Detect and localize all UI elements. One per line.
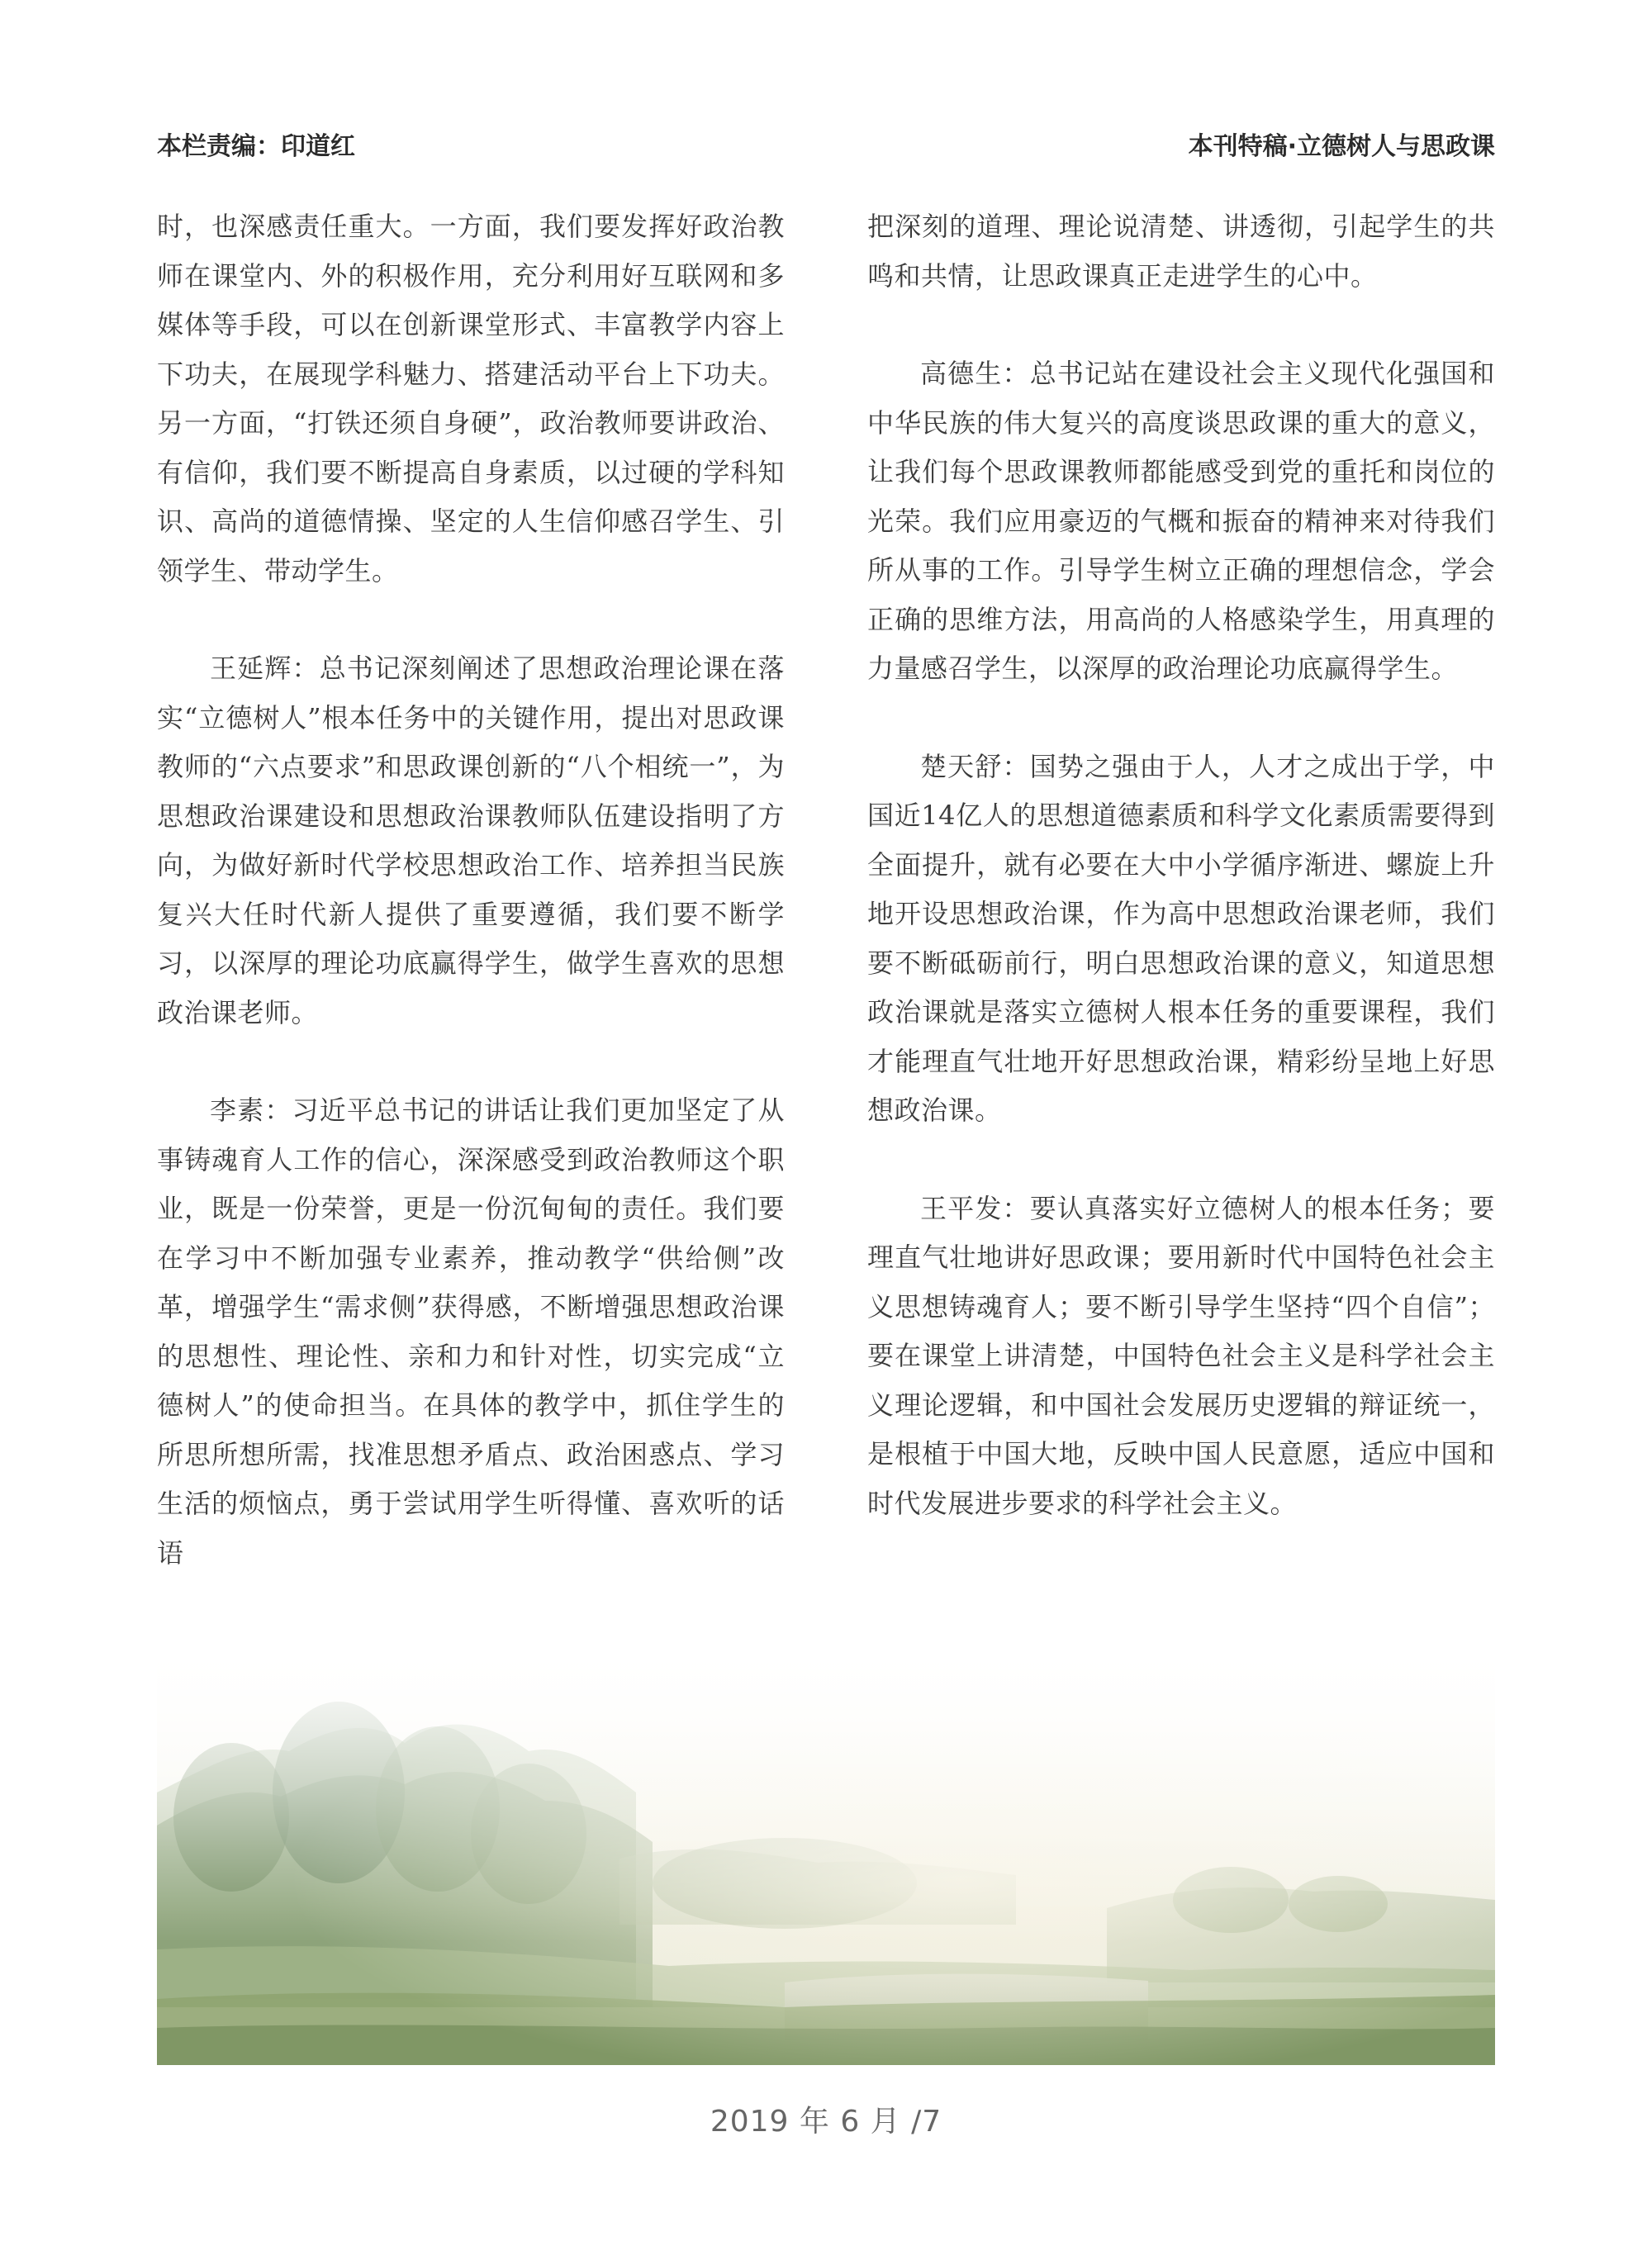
article-paragraph: 高德生：总书记站在建设社会主义现代化强国和中华民族的伟大复兴的高度谈思政课的重大的意义，让我们每个思政课教师都能感受到党的重托和岗位的光荣。我们应用豪迈的气概和振奋的精神来对待我们所从事的工作。引导学生树立正确的理想信念，学会正确的思维方法，用高尚的人格感染学生，用真理的力量感召学生，以深厚的政治理论功底赢得学生。 — [867, 358, 1495, 684]
article-paragraph: 把深刻的道理、理论说清楚、讲透彻，引起学生的共鸣和共情，让思政课真正走进学生的心中。 — [867, 211, 1495, 292]
forest-river-landscape-image — [157, 1652, 1495, 2065]
page-footer-date-page: 2019 年 6 月 /7 — [710, 2105, 942, 2139]
article-paragraph: 王延辉：总书记深刻阐述了思想政治理论课在落实“立德树人”根本任务中的关键作用，提出对思政课教师的“六点要求”和思政课创新的“八个相统一”，为思想政治课建设和思想政治课教师队伍建设指明了方向，为做好新时代学校思想政治工作、培养担当民族复兴大任时代新人提供了重要遵循，我们要不断学习，以深厚的理论功底赢得学生，做学生喜欢的思想政治课老师。 — [157, 653, 785, 1028]
article-paragraph: 王平发：要认真落实好立德树人的根本任务；要理直气壮地讲好思政课；要用新时代中国特色社会主义思想铸魂育人；要不断引导学生坚持“四个自信”；要在课堂上讲清楚，中国特色社会主义是科学社会主义理论逻辑，和中国社会发展历史逻辑的辩证统一，是根植于中国大地，反映中国人民意愿，适应中国和时代发展进步要求的科学社会主义。 — [867, 1192, 1495, 1519]
article-paragraph: 李素：习近平总书记的讲话让我们更加坚定了从事铸魂育人工作的信心，深深感受到政治教师这个职业，既是一份荣誉，更是一份沉甸甸的责任。我们要在学习中不断加强专业素养，推动教学“供给侧”改革，增强学生“需求侧”获得感，不断增强思想政治课的思想性、理论性、亲和力和针对性，切实完成“立德树人”的使命担当。在具体的教学中，抓住学生的所思所想所需，找准思想矛盾点、政治困惑点、学习生活的烦恼点，勇于尝试用学生听得懂、喜欢听的话语 — [157, 1094, 785, 1569]
right-column — [867, 202, 1495, 1528]
left-column — [157, 202, 785, 1578]
article-paragraph: 楚天舒：国势之强由于人，人才之成出于学，中国近14亿人的思想道德素质和科学文化素质需要得到全面提升，就有必要在大中小学循序渐进、螺旋上升地开设思想政治课，作为高中思想政治课老师，我们要不断砥砺前行，明白思想政治课的意义，知道思想政治课就是落实立德树人根本任务的重要课程，我们才能理直气壮地开好思想政治课，精彩纷呈地上好思想政治课。 — [867, 750, 1495, 1126]
article-paragraph: 时，也深感责任重大。一方面，我们要发挥好政治教师在课堂内、外的积极作用，充分利用好互联网和多媒体等手段，可以在创新课堂形式、丰富教学内容上下功夫，在展现学科魅力、搭建活动平台上下功夫。另一方面，“打铁还须自身硬”，政治教师要讲政治、有信仰，我们要不断提高自身素质，以过硬的学科知识、高尚的道德情操、坚定的人生信仰感召学生、引领学生、带动学生。 — [157, 211, 785, 586]
column-editor-credit: 本栏责编：印道红 — [157, 132, 355, 161]
section-title: 本刊特稿·立德树人与思政课 — [1188, 132, 1495, 161]
